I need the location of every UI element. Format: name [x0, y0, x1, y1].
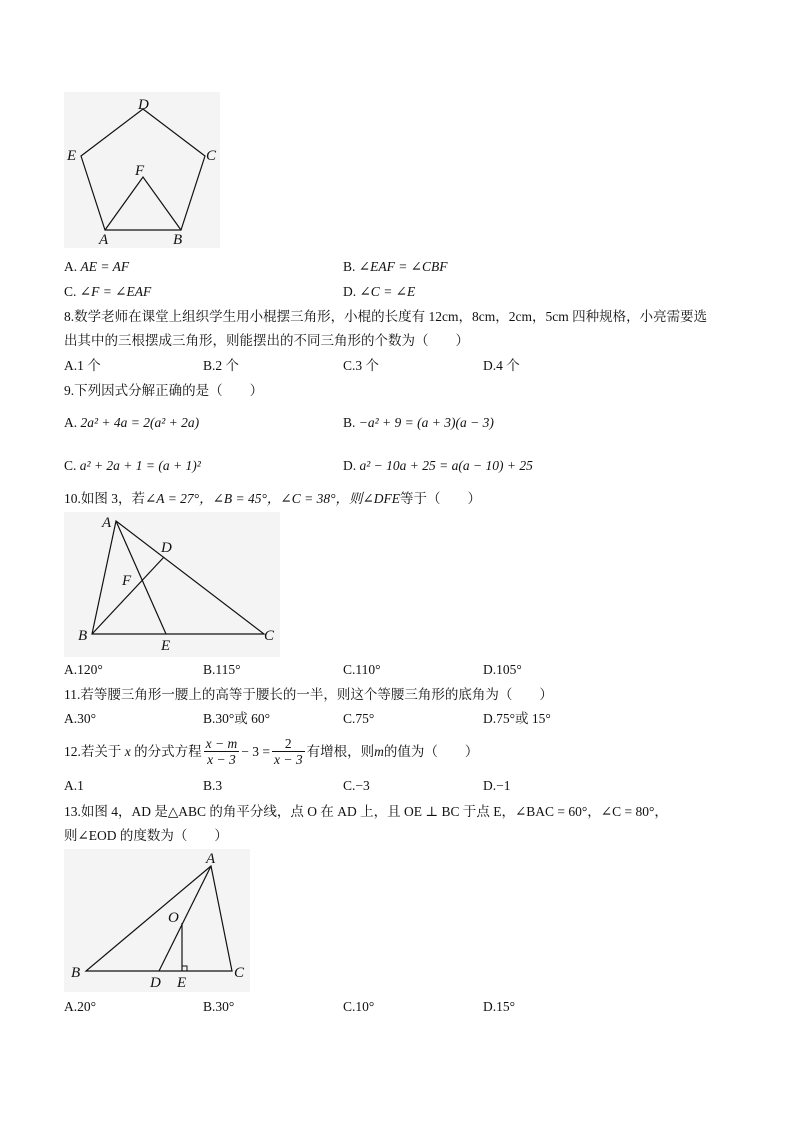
q10-option-c[interactable]: C.110°: [343, 662, 381, 677]
q10-option-d[interactable]: D.105°: [483, 662, 522, 677]
point-label-a: A: [206, 851, 216, 867]
q12-option-c[interactable]: C.−3: [343, 778, 370, 793]
point-label-a: A: [102, 515, 112, 531]
right-angle-mark: [182, 966, 187, 971]
q12-option-a[interactable]: A.1: [64, 778, 84, 793]
q7-option-a[interactable]: A. AE = AF: [64, 259, 130, 274]
q8-option-b[interactable]: B.2 个: [203, 358, 240, 373]
point-label-o: O: [168, 910, 179, 926]
point-label-a: A: [99, 232, 109, 248]
q13-option-b[interactable]: B.30°: [203, 999, 235, 1014]
point-label-d: D: [161, 540, 172, 556]
q8-stem-line1: 8.数学老师在课堂上组织学生用小棍摆三角形，小棍的长度有 12cm，8cm，2cm，5cm 四种规格，小亮需要选: [64, 309, 708, 324]
q7-option-b[interactable]: B. ∠EAF = ∠CBF: [343, 259, 448, 274]
q13-option-a[interactable]: A.20°: [64, 999, 97, 1014]
triangle-diagram-fig3: [64, 512, 280, 657]
triangle-abc: [86, 866, 232, 971]
pentagon-diagram: [64, 92, 220, 248]
q10-option-b[interactable]: B.115°: [203, 662, 241, 677]
q13-stem-line2: 则∠EOD 的度数为（ ）: [64, 828, 228, 843]
q9-option-b[interactable]: B. −a² + 9 = (a + 3)(a − 3): [343, 415, 494, 430]
q8-option-c[interactable]: C.3 个: [343, 358, 380, 373]
point-label-c: C: [206, 148, 217, 164]
q11-option-a[interactable]: A.30°: [64, 711, 97, 726]
fraction-two: $\frac{2}{x - 3}$: [273, 736, 303, 767]
q12-stem: 12.若关于 x 的分式方程 $\frac{x - m}{x - 3}$ − 3 = $\frac{2}{x - 3}$ 有增根，则m的值为（ ）: [64, 736, 479, 767]
q8-option-d[interactable]: D.4 个: [483, 358, 520, 373]
q7-figure: [64, 92, 220, 248]
q12-option-d[interactable]: D.−1: [483, 778, 511, 793]
q11-stem: 11.若等腰三角形一腰上的高等于腰长的一半，则这个等腰三角形的底角为（ ）: [64, 687, 553, 702]
q7-option-d[interactable]: D. ∠C = ∠E: [343, 284, 416, 299]
q7-option-c[interactable]: C. ∠F = ∠EAF: [64, 284, 152, 299]
q8-stem-line2: 出其中的三根摆成三角形，则能摆出的不同三角形的个数为（ ）: [64, 333, 469, 348]
q10-option-a[interactable]: A.120°: [64, 662, 103, 677]
segment-bd: [92, 557, 164, 634]
point-label-b: B: [173, 232, 183, 248]
point-label-f: F: [135, 163, 145, 179]
point-label-c: C: [264, 628, 275, 644]
triangle-diagram-fig4: [64, 849, 250, 992]
q13-option-c[interactable]: C.10°: [343, 999, 375, 1014]
q10-stem: 10.如图 3，若∠A = 27°，∠B = 45°，∠C = 38°，则∠DFE等于（ ）: [64, 491, 482, 506]
q10-figure: [64, 512, 280, 657]
point-label-b: B: [78, 628, 88, 644]
point-label-d: D: [150, 975, 161, 991]
point-label-e: E: [161, 638, 171, 654]
q11-option-b[interactable]: B.30°或 60°: [203, 711, 271, 726]
q13-stem-line1: 13.如图 4，AD 是△ABC 的角平分线，点 O 在 AD 上，且 OE ⊥ BC 于点 E，∠BAC = 60°，∠C = 80°，: [64, 804, 668, 819]
point-label-e: E: [67, 148, 77, 164]
q13-option-d[interactable]: D.15°: [483, 999, 516, 1014]
q9-option-c[interactable]: C. a² + 2a + 1 = (a + 1)²: [64, 458, 201, 473]
point-label-d: D: [138, 97, 149, 113]
q11-option-d[interactable]: D.75°或 15°: [483, 711, 551, 726]
q9-stem: 9.下列因式分解正确的是（ ）: [64, 383, 264, 398]
point-label-c: C: [234, 965, 245, 981]
q12-option-b[interactable]: B.3: [203, 778, 223, 793]
inner-triangle: [105, 177, 181, 230]
point-label-b: B: [71, 965, 81, 981]
point-label-e: E: [177, 975, 187, 991]
q9-option-d[interactable]: D. a² − 10a + 25 = a(a − 10) + 25: [343, 458, 533, 473]
q8-option-a[interactable]: A.1 个: [64, 358, 101, 373]
point-label-f: F: [122, 573, 132, 589]
fraction-one: $\frac{x - m}{x - 3}$: [205, 736, 238, 767]
q9-option-a[interactable]: A. 2a² + 4a = 2(a² + 2a): [64, 415, 200, 430]
triangle-abc: [92, 521, 264, 634]
q11-option-c[interactable]: C.75°: [343, 711, 375, 726]
q13-figure: [64, 849, 250, 992]
angle-bisector-ad: [159, 866, 211, 971]
